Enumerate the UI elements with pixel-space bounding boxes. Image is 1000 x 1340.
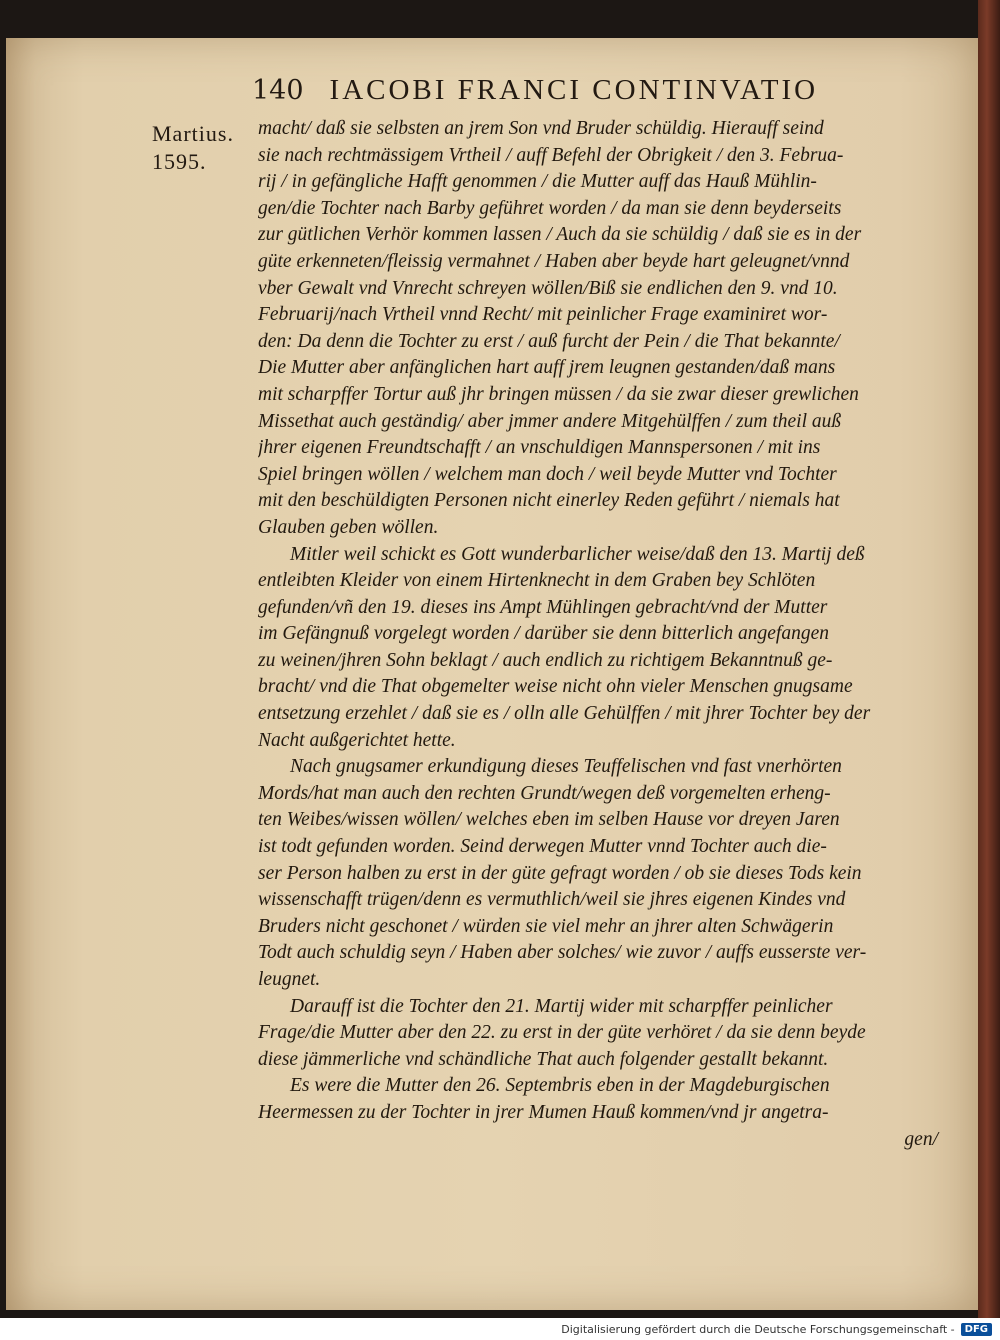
text-line: ten Weibes/wissen wöllen/ welches eben im selben Hause vor dreyen Jaren [258, 809, 840, 831]
text-line: den: Da denn die Tochter zu erst / auß furcht der Pein / die That bekannte/ [258, 330, 840, 352]
digitization-footer [0, 1318, 1000, 1340]
text-line: Spiel bringen wöllen / welchem man doch / weil beyde Mutter vnd Tochter [258, 463, 837, 485]
text-line: mit den beschüldigten Personen nicht einerley Reden geführt / niemals hat [258, 490, 840, 512]
footer-credit: Digitalisierung gefördert durch die Deutsche Forschungsgemeinschaft - [561, 1322, 955, 1336]
text-line: rij / in gefängliche Hafft genommen / die Mutter auff das Hauß Mühlin- [258, 171, 817, 193]
margin-note [152, 120, 252, 176]
text-line: Todt auch schuldig seyn / Haben aber solches/ wie zuvor / auffs eusserste ver- [258, 942, 867, 964]
text-line: Es were die Mutter den 26. Septembris eben in der Magdeburgischen [290, 1075, 830, 1097]
text-line: ser Person halben zu erst in der güte gefragt worden / ob sie dieses Tods kein [258, 862, 862, 884]
margin-year: 1595. [152, 149, 207, 174]
text-line: Nacht außgerichtet hette. [258, 729, 456, 751]
body-text [258, 116, 944, 1153]
dfg-logo-icon: DFG [961, 1323, 992, 1336]
book-cover-edge [978, 0, 1000, 1318]
text-line: macht/ daß sie selbsten an jrem Son vnd Bruder schüldig. Hierauff seind [258, 118, 824, 139]
text-line: Mitler weil schickt es Gott wunderbarlicher weise/daß den 13. Martij deß [290, 543, 865, 565]
text-line: gen/die Tochter nach Barby geführet worden / da man sie denn beyderseits [258, 197, 842, 219]
text-line: vber Gewalt vnd Vnrecht schreyen wöllen/Biß sie endlichen den 9. vnd 10. [258, 277, 838, 299]
margin-month: Martius. [152, 121, 234, 146]
text-line: Frage/die Mutter aber den 22. zu erst in der güte verhöret / da sie denn beyde [258, 1022, 866, 1044]
page-header [252, 74, 892, 114]
text-line: entleibten Kleider von einem Hirtenknecht in dem Graben bey Schlöten [258, 570, 816, 592]
text-line: gefunden/vñ den 19. dieses ins Ampt Mühlingen gebracht/vnd der Mutter [258, 596, 828, 618]
text-line: Darauff ist die Tochter den 21. Martij wider mit scharpffer peinlicher [290, 995, 833, 1017]
text-line: mit scharpffer Tortur auß jhr bringen müssen / da sie zwar dieser grewlichen [258, 383, 859, 405]
text-line: leugnet. [258, 969, 321, 990]
text-line: Heermessen zu der Tochter in jrer Mumen Hauß kommen/vnd jr angetra- [258, 1101, 829, 1123]
text-line: bracht/ vnd die That obgemelter weise nicht ohn vieler Menschen gnugsame [258, 676, 853, 698]
text-line: im Gefängnuß vorgelegt worden / darüber sie denn bitterlich angefangen [258, 623, 830, 645]
text-line: Februarij/nach Vrtheil vnnd Recht/ mit peinlicher Frage examiniret wor- [258, 304, 828, 326]
page-number: 140 [252, 75, 304, 106]
text-line: entsetzung erzehlet / daß sie es / olln alle Gehülffen / mit jhrer Tochter bey der [258, 703, 871, 725]
text-line: Mords/hat man auch den rechten Grundt/wegen deß vorgemelten erheng- [258, 782, 831, 804]
text-line: diese jämmerliche vnd schändliche That auch folgender gestallt bekannt. [258, 1048, 829, 1070]
catchword: gen/ [904, 1128, 938, 1150]
text-line: ist todt gefunden worden. Seind derwegen Mutter vnnd Tochter auch die- [258, 836, 827, 858]
text-line: jhrer eigenen Freundtschafft / an vnschuldigen Mannspersonen / mit ins [258, 437, 821, 459]
text-line: zur gütlichen Verhör kommen lassen / Auch da sie schüldig / daß sie es in der [258, 224, 862, 246]
text-line: Glauben geben wöllen. [258, 516, 439, 538]
text-line: sie nach rechtmässigem Vrtheil / auff Befehl der Obrigkeit / den 3. Februa- [258, 144, 844, 166]
text-line: Nach gnugsamer erkundigung dieses Teuffelischen vnd fast vnerhörten [290, 756, 842, 778]
text-line: Bruders nicht geschonet / würden sie viel mehr an jhrer alten Schwägerin [258, 915, 834, 937]
text-line: Missethat auch geständig/ aber jmmer andere Mitgehülffen / zum theil auß [258, 410, 842, 432]
text-line: zu weinen/jhren Sohn beklagt / auch endlich zu richtigem Bekanntnuß ge- [258, 649, 833, 671]
text-line: Die Mutter aber anfänglichen hart auff jrem leugnen gestanden/daß mans [258, 357, 836, 379]
text-line: wissenschafft trügen/denn es vermuthlich/weil sie jhres eigenen Kindes vnd [258, 889, 846, 911]
running-title: IACOBI FRANCI CONTINVATIO [329, 74, 819, 106]
text-line: güte erkenneten/fleissig vermahnet / Haben aber beyde hart geleugnet/vnnd [258, 250, 850, 272]
